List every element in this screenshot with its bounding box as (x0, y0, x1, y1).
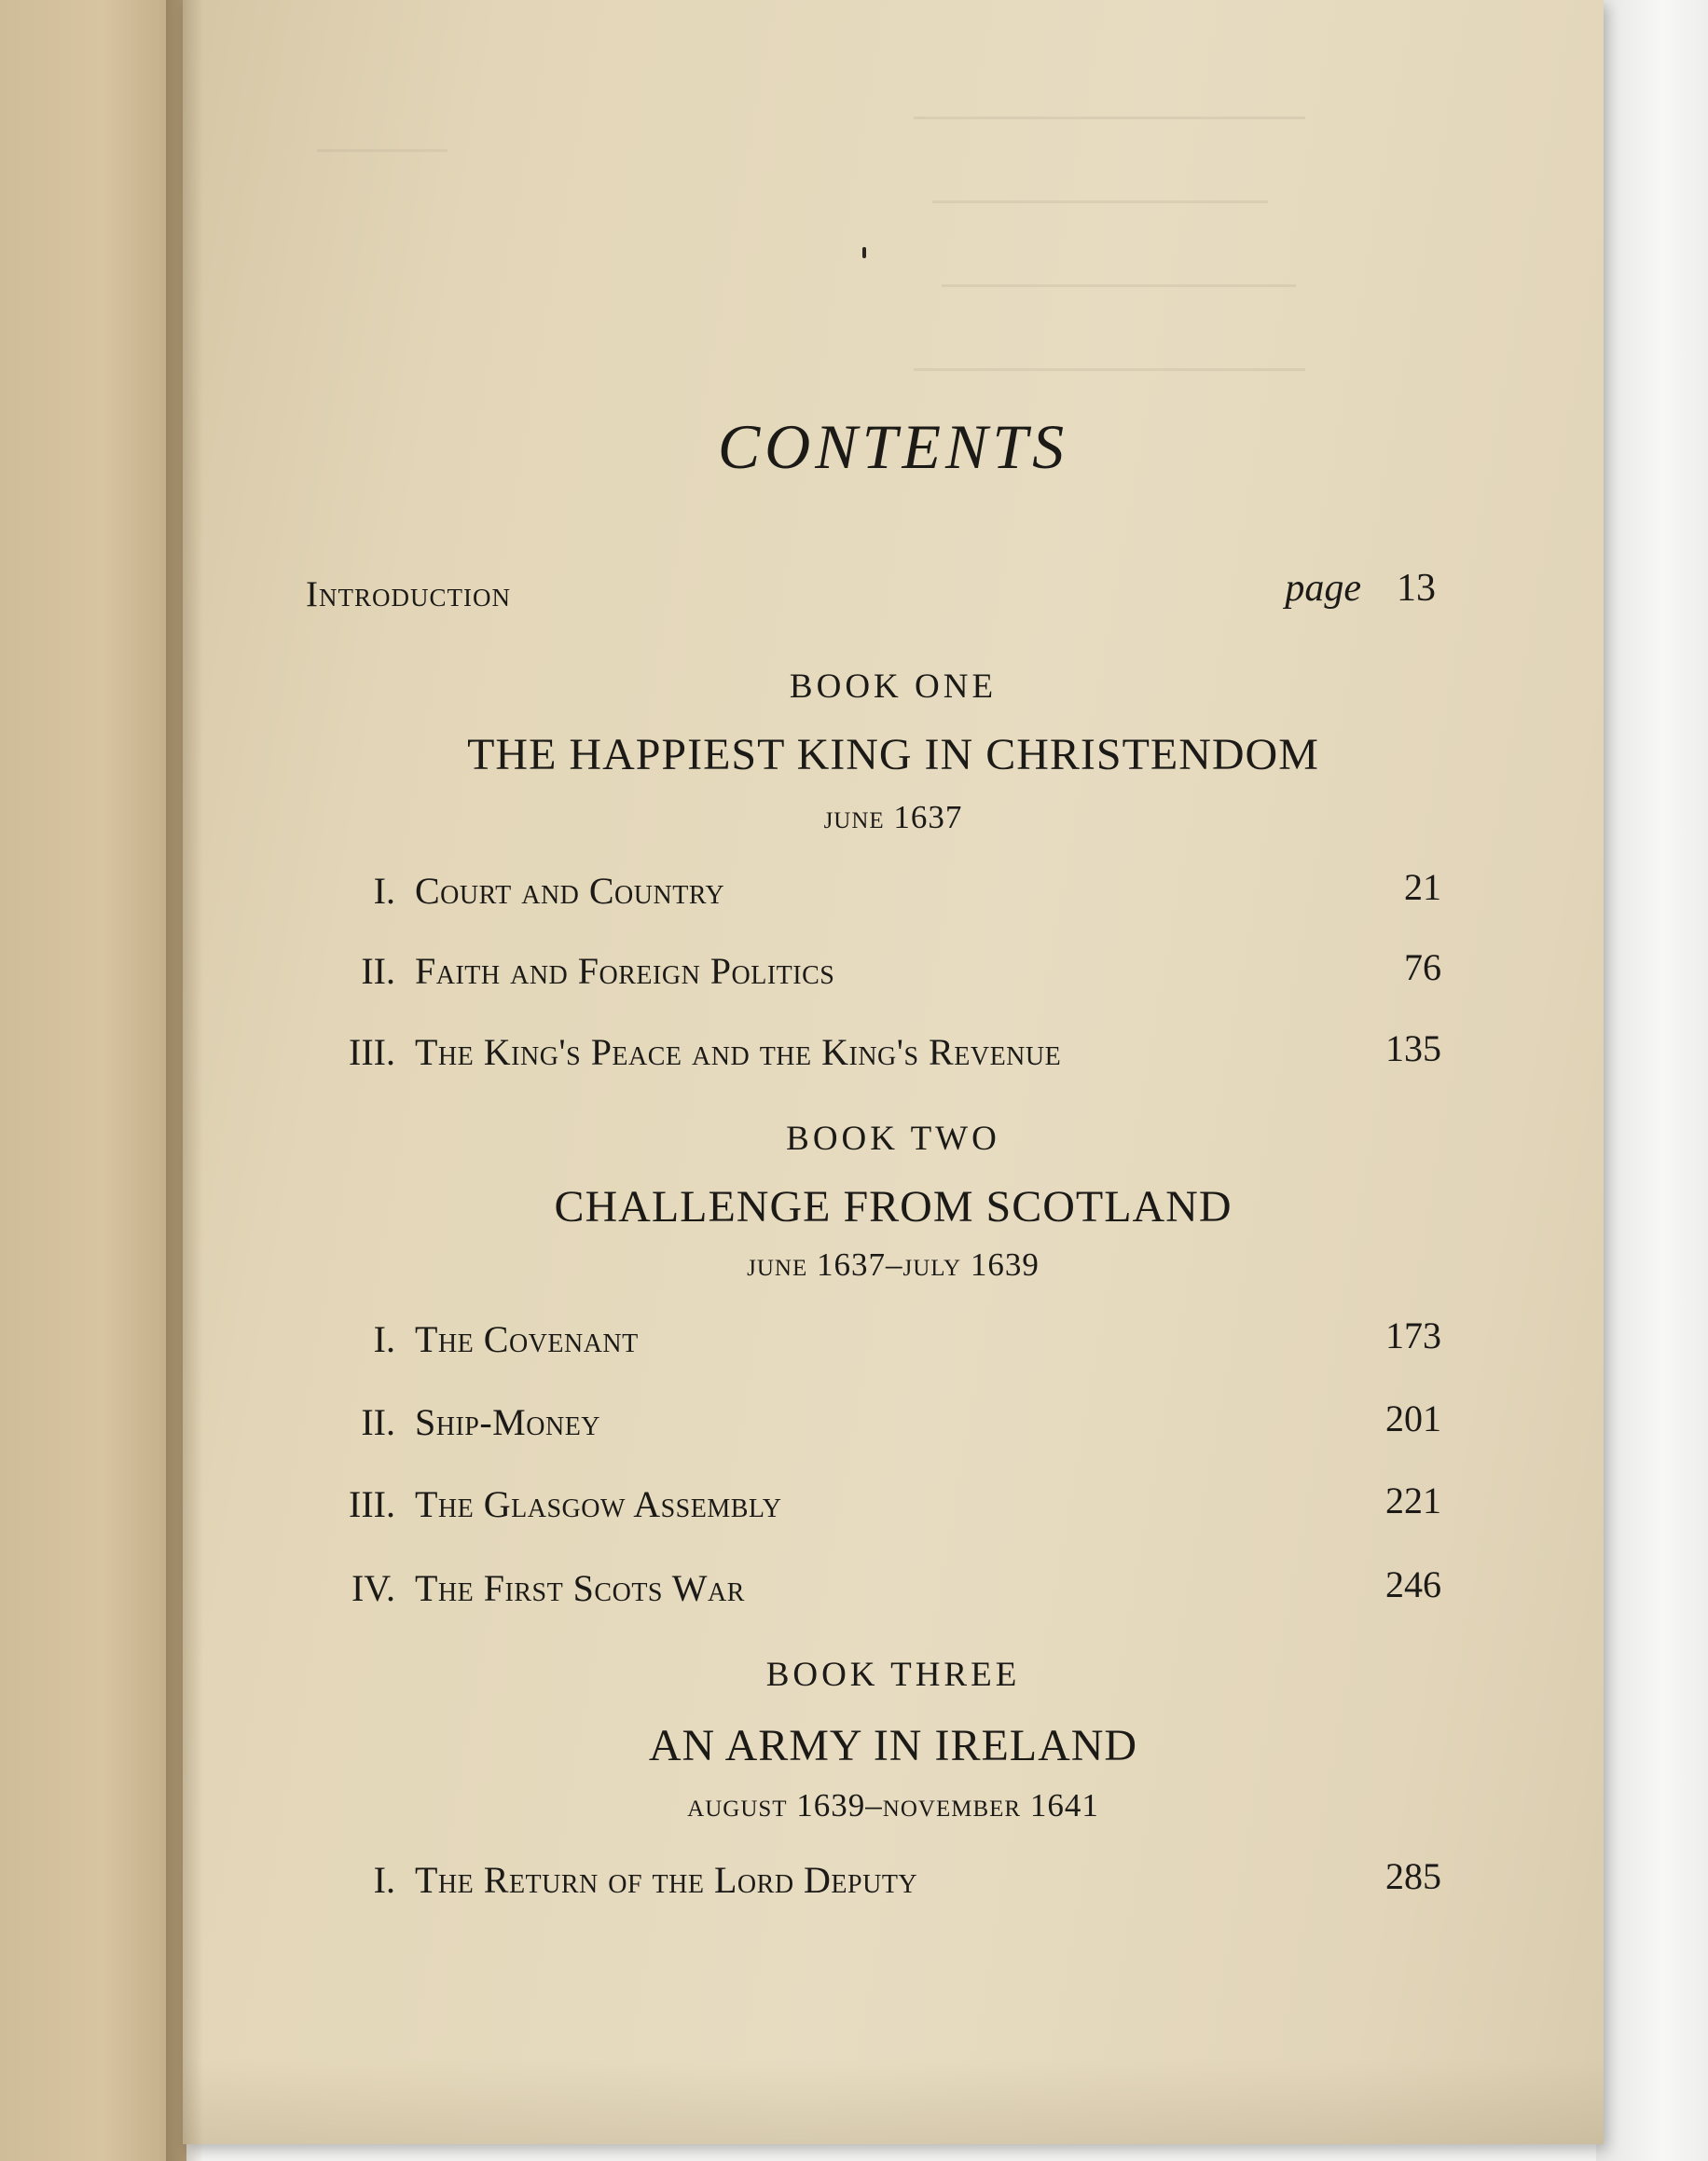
book-label: BOOK ONE (789, 668, 998, 706)
chapter-numeral: IV. (351, 1567, 395, 1609)
introduction-entry[interactable] (306, 566, 1436, 622)
toc-entry[interactable] (308, 1314, 1441, 1373)
book-three-header (183, 1655, 1604, 1695)
chapter-page-number: 221 (1385, 1480, 1441, 1521)
chapter-numeral: I. (373, 1318, 395, 1360)
chapter-page-number: 201 (1385, 1397, 1441, 1439)
book-two-dates-block (183, 1246, 1604, 1284)
chapter-title: The King's Peace and the King's Revenue (415, 1031, 1062, 1073)
toc-entry[interactable] (308, 866, 1441, 925)
chapter-numeral: III. (349, 1483, 395, 1525)
chapter-numeral: I. (373, 1859, 395, 1901)
ink-speck-icon (862, 247, 866, 258)
chapter-title: Ship-Money (415, 1401, 601, 1443)
toc-entry[interactable] (308, 1397, 1441, 1456)
chapter-page-number: 21 (1404, 866, 1441, 908)
introduction-label: Introduction (306, 574, 511, 614)
chapter-title: The Glasgow Assembly (415, 1483, 782, 1525)
book-dates: june 1637 (823, 799, 963, 835)
book-dates: june 1637–july 1639 (747, 1246, 1040, 1283)
toc-entry[interactable] (308, 946, 1441, 1005)
book-three-title-block (183, 1720, 1604, 1771)
chapter-page-number: 285 (1385, 1855, 1441, 1897)
toc-entry[interactable] (308, 1027, 1441, 1086)
book-label: BOOK TWO (786, 1120, 1000, 1158)
chapter-numeral: II. (361, 1401, 395, 1443)
book-one-title-block (183, 729, 1604, 780)
show-through-line (932, 172, 1268, 203)
book-one-dates-block (183, 799, 1604, 836)
show-through-line (317, 121, 448, 152)
chapter-page-number: 135 (1385, 1027, 1441, 1069)
facing-page-edge (0, 0, 186, 2161)
book-title: THE HAPPIEST KING IN CHRISTENDOM (467, 730, 1319, 779)
book-title: CHALLENGE FROM SCOTLAND (554, 1182, 1233, 1232)
contents-title: CONTENTS (717, 411, 1069, 482)
book-title: AN ARMY IN IRELAND (648, 1721, 1138, 1770)
book-dates: august 1639–november 1641 (687, 1787, 1099, 1824)
show-through-line (914, 89, 1305, 119)
page-word: page (1285, 567, 1361, 610)
book-one-header (183, 667, 1604, 707)
book-gutter-shadow (166, 0, 203, 2161)
toc-entry[interactable] (308, 1482, 1441, 1538)
show-through-line (914, 340, 1305, 371)
chapter-title: The Covenant (415, 1318, 639, 1360)
chapter-title: Faith and Foreign Politics (415, 950, 835, 992)
chapter-page-number: 246 (1385, 1563, 1441, 1605)
chapter-title: The First Scots War (415, 1567, 745, 1609)
chapter-title: The Return of the Lord Deputy (415, 1859, 918, 1901)
background-surface (1596, 0, 1708, 2161)
chapter-numeral: I. (373, 870, 395, 912)
chapter-numeral: III. (349, 1031, 395, 1073)
toc-entry[interactable] (308, 1563, 1441, 1622)
book-label: BOOK THREE (765, 1656, 1021, 1694)
toc-entry[interactable] (308, 1855, 1441, 1914)
chapter-page-number: 76 (1404, 946, 1441, 988)
show-through-line (942, 256, 1296, 287)
book-three-dates-block (183, 1787, 1604, 1824)
book-two-title-block (183, 1181, 1604, 1232)
chapter-title: Court and Country (415, 870, 725, 912)
book-two-header (183, 1119, 1604, 1159)
chapter-page-number: 173 (1385, 1314, 1441, 1356)
chapter-numeral: II. (361, 950, 395, 992)
introduction-page-number: 13 (1397, 567, 1436, 610)
